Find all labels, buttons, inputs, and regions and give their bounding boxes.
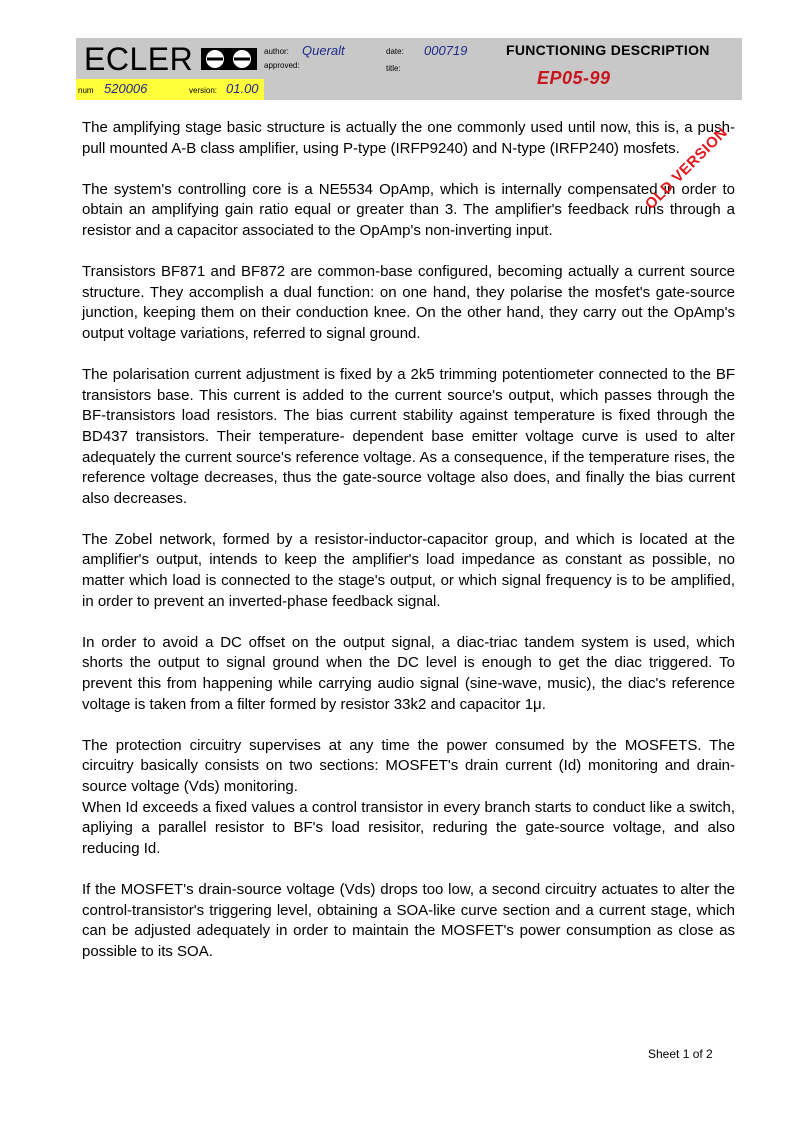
document-code: EP05-99 bbox=[537, 68, 611, 88]
version-value: 01.00 bbox=[226, 81, 259, 96]
document-header bbox=[76, 38, 742, 100]
paragraph-id-control: When Id exceeds a fixed values a control transistor in every branch starts to conduct like a switch, apliying a parallel resistor to BF's load resisitor, reduring the gate-source voltage, and also reducing Id. bbox=[82, 798, 740, 857]
paragraph-polarisation: The polarisation current adjustment is fixed by a 2k5 trimming potentiometer connected to the BF transistors base. This current is added to the current source's output, which passes through the BF-transistors load resistors. The bias current stability against temperature is fixed through the BD437 transistors. Their temperature- dependent base emitter voltage curve is used to alter adequately the current source's reference voltage. As a consequence, if the temperature rises, the reference voltage decreases, thus the gate-source voltage also does, and finally the bias current also decreases. bbox=[82, 366, 740, 507]
paragraph-protection: The protection circuitry supervises at any time the power consumed by the MOSFETS. The circuitry basically consists on two sections: MOSFET's drain current (Id) monitoring and drain-source voltage (Vds) monitoring. bbox=[82, 736, 740, 795]
num-value: 520006 bbox=[104, 81, 148, 96]
version-label: version: bbox=[189, 86, 218, 95]
author-value: Queralt bbox=[302, 43, 345, 58]
paragraph-controlling-core: The system's controlling core is a NE5534 OpAmp, which is internally compensated in order to obtain an amplifying gain ratio equal or greater than 3. The amplifier's feedback runs through a resistor and a capacitor associated to the OpAmp's non-inverting input. bbox=[82, 180, 740, 239]
num-version-box bbox=[76, 79, 264, 100]
ecler-logo-icon bbox=[201, 48, 257, 70]
date-label: date: bbox=[386, 47, 404, 56]
paragraph-zobel: The Zobel network, formed by a resistor-inductor-capacitor group, and which is located at the amplifier's output, intends to keep the amplifier's load impedance as constant as possible, no matter which load is connected to the stage's output, or which signal frequency is to be amplified, in order to prevent an inverted-phase feedback signal. bbox=[82, 530, 740, 610]
paragraph-transistors: Transistors BF871 and BF872 are common-base configured, becoming actually a current source structure. They accomplish a dual function: on one hand, they polarise the mosfet's gate-source junction, keeping them on their conduction knee. On the other hand, they carry out the OpAmp's output voltage variations, referred to signal ground. bbox=[82, 263, 740, 342]
old-version-stamp: OLD VERSION bbox=[641, 124, 731, 213]
brand-logo: ECLER bbox=[84, 41, 194, 77]
document-body bbox=[82, 118, 748, 983]
document-title: FUNCTIONING DESCRIPTION bbox=[506, 42, 710, 58]
paragraph-dc-offset: In order to avoid a DC offset on the output signal, a diac-triac tandem system is used, which shorts the output to signal ground when the DC level is enough to get the diac triggered. To prevent this from happening while carrying audio signal (sine-wave, music), the diac's reference voltage is taken from a filter formed by resistor 33k2 and capacitor 1μ. bbox=[82, 633, 740, 713]
paragraph-vds-control: If the MOSFET's drain-source voltage (Vds) drops too low, a second circuitry actuates to alter the control-transistor's triggering level, obtaining a SOA-like curve section and a current stage, which can be adjusted adequately in order to maintain the MOSFET's power consumption as close as possible to its SOA. bbox=[82, 880, 748, 960]
sheet-number: Sheet 1 of 2 bbox=[648, 1047, 713, 1061]
author-label: author: bbox=[264, 47, 289, 56]
approved-label: approved: bbox=[264, 61, 300, 70]
num-label: num bbox=[78, 86, 94, 95]
paragraph-amplifying-stage: The amplifying stage basic structure is actually the one commonly used until now, this is, a push-pull mounted A-B class amplifier, using P-type (IRFP9240) and N-type (IRFP240) mosfets. bbox=[82, 119, 735, 157]
date-value: 000719 bbox=[424, 43, 468, 58]
title-label: title: bbox=[386, 64, 401, 73]
